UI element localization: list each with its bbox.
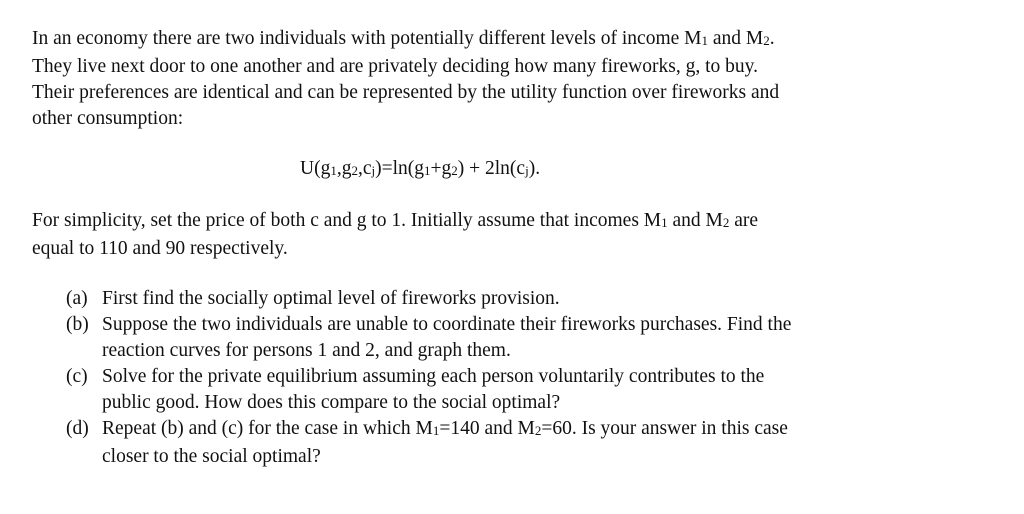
intro-line-1 xyxy=(32,26,1012,54)
question-text: Suppose the two individuals are unable to coordinate their fireworks purchases. Find the xyxy=(102,314,792,335)
subscript-2: 2 xyxy=(763,33,770,48)
question-text: Solve for the private equilibrium assuming each person voluntarily contributes to the xyxy=(102,366,765,387)
equation-text: ). xyxy=(528,158,541,179)
intro-paragraph xyxy=(32,26,1012,132)
intro-text: In an economy there are two individuals with potentially different levels of income M xyxy=(32,28,702,49)
question-marker: (d) xyxy=(66,418,89,439)
intro-text: and M xyxy=(708,28,764,49)
question-text: reaction curves for persons 1 and 2, and graph them. xyxy=(102,340,511,361)
equation-text: ,g xyxy=(336,158,352,179)
question-text xyxy=(102,416,791,444)
simplicity-text: For simplicity, set the price of both c and g to 1. Initially assume that incomes M xyxy=(32,210,662,231)
simplicity-line-1 xyxy=(32,208,758,236)
question-text: First find the socially optimal level of fireworks provision. xyxy=(102,288,560,309)
question-marker: (c) xyxy=(66,366,88,387)
subscript-2: 2 xyxy=(451,163,458,178)
equation-text: U(g xyxy=(300,158,331,179)
subscript-1: 1 xyxy=(432,423,440,438)
question-list xyxy=(66,286,791,470)
question-text: closer to the social optimal? xyxy=(102,446,321,467)
question-text-part: =140 and M xyxy=(439,418,535,439)
equation-text: ) + 2ln(c xyxy=(457,158,526,179)
question-b xyxy=(66,312,791,364)
subscript-2: 2 xyxy=(534,423,542,438)
subscript-1: 1 xyxy=(661,215,668,230)
simplicity-text: are xyxy=(729,210,759,231)
subscript-j: j xyxy=(525,163,529,178)
subscript-2: 2 xyxy=(722,215,730,230)
subscript-1: 1 xyxy=(701,33,708,48)
simplicity-text: and M xyxy=(667,210,723,231)
equation-text: )=ln(g xyxy=(375,158,425,179)
question-text: public good. How does this compare to the social optimal? xyxy=(102,392,561,413)
subscript-1: 1 xyxy=(330,163,337,178)
question-text-part: Repeat (b) and (c) for the case in which M xyxy=(102,418,433,439)
subscript-j: j xyxy=(371,163,376,178)
simplicity-line-2: equal to 110 and 90 respectively. xyxy=(32,238,288,259)
question-d xyxy=(66,416,791,470)
question-c xyxy=(66,364,791,416)
simplicity-paragraph xyxy=(32,208,758,262)
question-text-part: =60. Is your answer in this case xyxy=(541,418,788,439)
subscript-2: 2 xyxy=(351,163,358,178)
question-marker: (a) xyxy=(66,288,88,309)
question-marker: (b) xyxy=(66,314,89,335)
intro-line-3: Their preferences are identical and can be represented by the utility function over fireworks and xyxy=(32,82,780,103)
intro-text: . xyxy=(769,28,775,49)
subscript-1: 1 xyxy=(424,163,431,178)
equation-text: +g xyxy=(430,158,452,179)
intro-line-2: They live next door to one another and are privately deciding how many fireworks, g, to buy. xyxy=(32,56,758,77)
intro-line-4: other consumption: xyxy=(32,108,184,129)
problem-document xyxy=(32,26,1012,467)
question-a xyxy=(66,286,791,312)
utility-equation xyxy=(300,156,540,184)
equation-text: ,c xyxy=(357,158,372,179)
